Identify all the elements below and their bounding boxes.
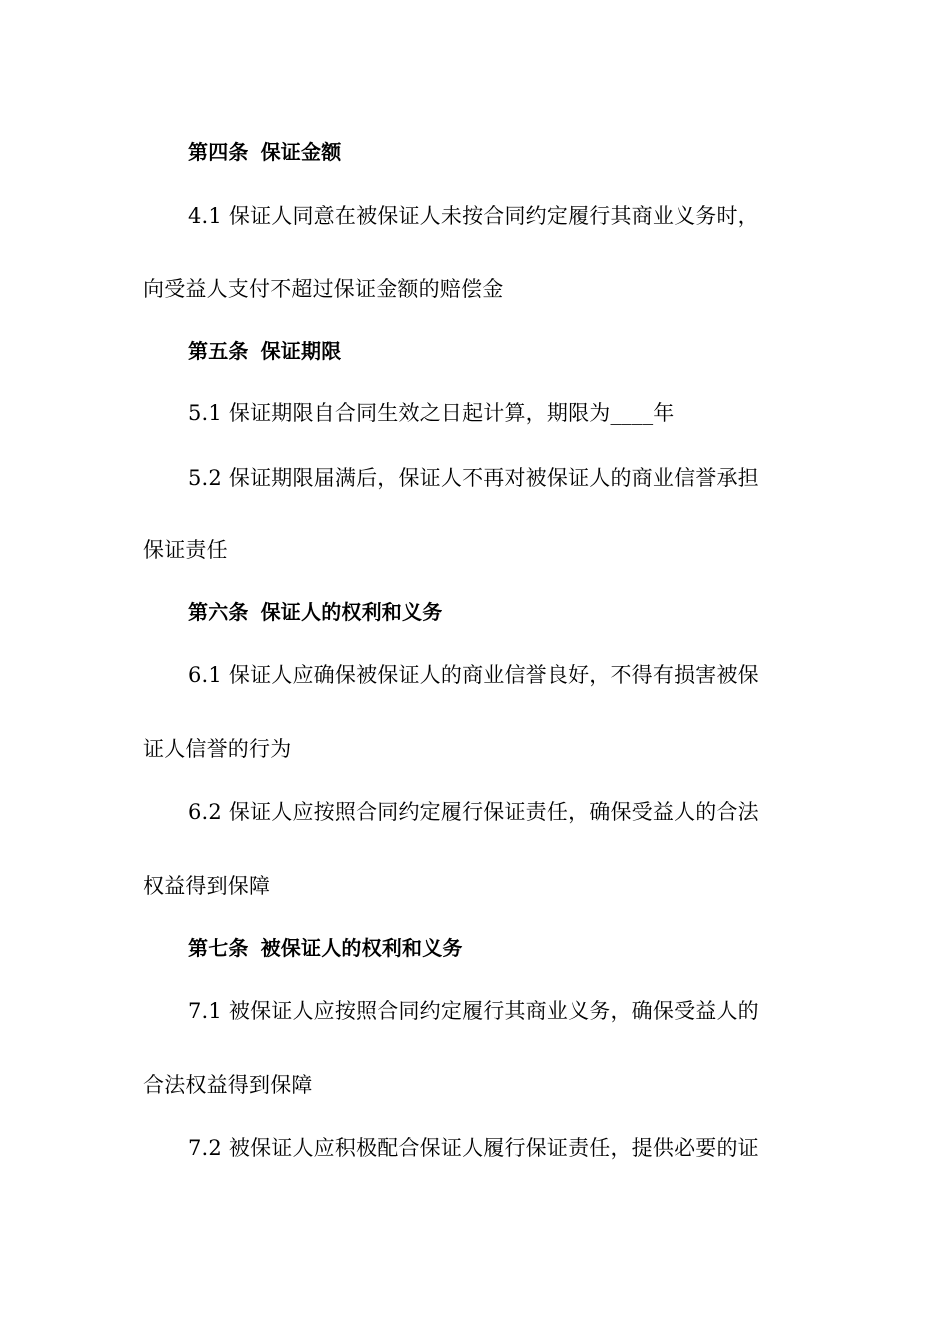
- article-7-title: 被保证人的权利和义务: [260, 936, 463, 960]
- clause-7-2-line-1: 7.2 被保证人应积极配合保证人履行保证责任，提供必要的证: [188, 1136, 759, 1160]
- article-6-number: 第六条: [188, 600, 249, 624]
- article-5-number: 第五条: [188, 339, 249, 363]
- clause-5-1-line-1: 5.1 保证期限自合同生效之日起计算，期限为____年: [188, 401, 675, 425]
- article-4-number: 第四条: [188, 140, 249, 164]
- clause-6-2-line-1: 6.2 保证人应按照合同约定履行保证责任，确保受益人的合法: [188, 800, 759, 824]
- article-7-heading: [188, 934, 463, 962]
- clause-6-2-line-2: 权益得到保障: [143, 874, 271, 898]
- clause-5-2-line-2: 保证责任: [143, 538, 228, 562]
- article-5-title: 保证期限: [260, 339, 342, 363]
- article-6-heading: [188, 598, 442, 626]
- clause-4-1-line-1: 4.1 保证人同意在被保证人未按合同约定履行其商业义务时，: [188, 204, 759, 228]
- clause-6-1-line-1: 6.1 保证人应确保被保证人的商业信誉良好，不得有损害被保: [188, 663, 759, 687]
- article-5-heading: [188, 337, 341, 365]
- clause-5-2-line-1: 5.2 保证期限届满后，保证人不再对被保证人的商业信誉承担: [188, 466, 759, 490]
- article-4-heading: [188, 138, 341, 166]
- clause-7-1-line-2: 合法权益得到保障: [143, 1073, 313, 1097]
- article-7-number: 第七条: [188, 936, 249, 960]
- clause-7-1-line-1: 7.1 被保证人应按照合同约定履行其商业义务，确保受益人的: [188, 999, 759, 1023]
- article-4-title: 保证金额: [260, 140, 342, 164]
- clause-4-1-line-2: 向受益人支付不超过保证金额的赔偿金: [143, 277, 504, 301]
- article-6-title: 保证人的权利和义务: [260, 600, 443, 624]
- clause-6-1-line-2: 证人信誉的行为: [143, 737, 292, 761]
